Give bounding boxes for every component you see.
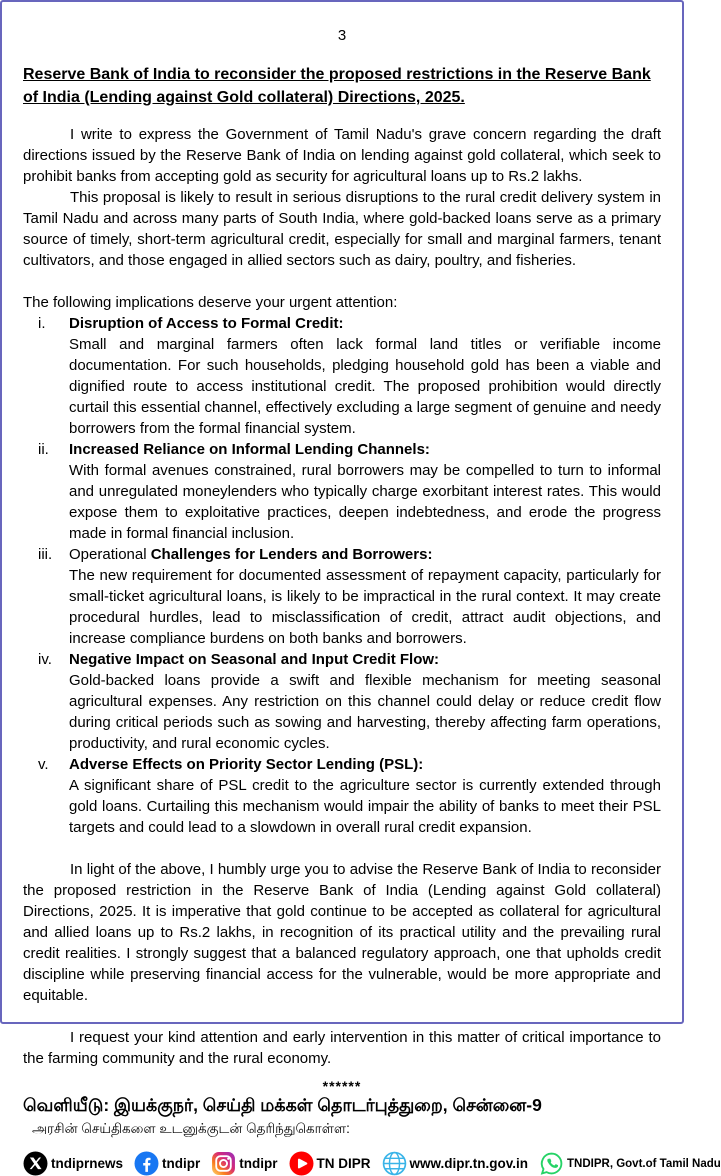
instagram-icon bbox=[211, 1151, 236, 1176]
list-item-marker: v. bbox=[38, 756, 49, 773]
paragraph-request: I request your kind attention and early intervention in this matter of critical importance to the farming community and the rural economy. bbox=[23, 1029, 661, 1067]
list-item-body: A significant share of PSL credit to the agriculture sector is currently extended through gold loans. Curtailing this mechanism would impair the ability of banks to meet their PSL targets and could lead to a slowdown in overall rural credit expansion. bbox=[69, 777, 661, 836]
paragraph-disruption: This proposal is likely to result in serious disruptions to the rural credit delivery system in Tamil Nadu and across many parts of South India, where gold-backed loans serve as a primary source of timely, short-term agricultural credit, especially for small and marginal farmers, tenant cultivators, and those engaged in allied sectors such as dairy, poultry, and fisheries. bbox=[23, 189, 661, 269]
social-item-whatsapp bbox=[539, 1151, 721, 1176]
document-title: Reserve Bank of India to reconsider the proposed restrictions in the Reserve Bank of India (Lending against Gold collateral) Directions, 2025. bbox=[23, 66, 651, 106]
whatsapp-icon bbox=[539, 1151, 564, 1176]
social-item-instagram bbox=[211, 1151, 277, 1176]
list-item-marker: iii. bbox=[38, 546, 53, 563]
social-handle: tndiprnews bbox=[51, 1156, 124, 1171]
list-item-title: Disruption of Access to Formal Credit: bbox=[69, 315, 344, 332]
globe-icon bbox=[382, 1151, 407, 1176]
list-item-body: Small and marginal farmers often lack formal land titles or verifiable income documentation. For such households, pledging household gold has been a viable and dignified route to access institutional credit. The proposed prohibition would directly curtail this essential channel, effectively excluding a large segment of genuine and needy borrowers from the formal financial system. bbox=[69, 336, 661, 437]
list-item-title: Adverse Effects on Priority Sector Lending (PSL): bbox=[69, 756, 424, 773]
implications-list bbox=[23, 313, 661, 838]
social-handle: tndipr bbox=[239, 1156, 278, 1171]
list-item bbox=[23, 754, 661, 838]
x-icon bbox=[23, 1151, 48, 1176]
social-media-row bbox=[23, 1151, 721, 1176]
release-line: வெளியீடு: இயக்குநர், செய்தி மக்கள் தொடர்புத்துறை, சென்னை-9 bbox=[23, 1095, 542, 1115]
separator-stars: ****** bbox=[322, 1078, 362, 1094]
youtube-icon bbox=[289, 1151, 314, 1176]
social-handle: TN DIPR bbox=[316, 1156, 371, 1171]
paragraph-concern: I write to express the Government of Tamil Nadu's grave concern regarding the draft directions issued by the Reserve Bank of India on lending against gold collateral, which seek to prohibit banks from accepting gold as security for agricultural loans up to Rs.2 lakhs. bbox=[23, 126, 661, 185]
list-item bbox=[23, 313, 661, 439]
list-item bbox=[23, 544, 661, 649]
list-item-marker: iv. bbox=[38, 651, 52, 668]
footer-tagline: அரசின் செய்திகளை உடனுக்குடன் தெரிந்துகொள்ள: bbox=[32, 1121, 350, 1136]
list-item-body: Gold-backed loans provide a swift and flexible mechanism for meeting seasonal agricultural expenses. Any restriction on this channel could delay or reduce credit flow during critical periods such as sowing and harvesting, thereby affecting farm operations, productivity, and rural economic cycles. bbox=[69, 672, 661, 752]
social-handle: tndipr bbox=[162, 1156, 201, 1171]
social-item-facebook bbox=[134, 1151, 200, 1176]
list-item-marker: i. bbox=[38, 315, 46, 332]
implications-intro: The following implications deserve your urgent attention: bbox=[23, 294, 398, 311]
list-item-body: The new requirement for documented assessment of repayment capacity, particularly for small-ticket agricultural loans, is likely to be impractical in the rural context. It may create procedural hurdles, lead to misclassification of credit, attract audit objections, and increase compliance burdens on both banks and borrowers. bbox=[69, 567, 661, 647]
footer bbox=[23, 1094, 721, 1176]
paragraph-urge: In light of the above, I humbly urge you to advise the Reserve Bank of India to reconsider the proposed restriction in the Reserve Bank of India (Lending against Gold collateral) Directions, 2025. It is imperative that gold continue to be accepted as collateral for agricultural and allied loans up to Rs.2 lakhs, in recognition of its practical utility and the prevailing rural credit realities. I strongly suggest that a balanced regulatory approach, one that upholds credit discipline while preserving financial access for the vulnerable, would be more appropriate and equitable. bbox=[23, 861, 661, 1004]
list-item-title: Operational Challenges for Lenders and Borrowers: bbox=[69, 546, 433, 563]
website-url: www.dipr.tn.gov.in bbox=[409, 1156, 529, 1171]
page-number: 3 bbox=[337, 27, 347, 44]
social-handle: TNDIPR, Govt.of Tamil Nadu bbox=[567, 1157, 721, 1170]
list-item-body: With formal avenues constrained, rural borrowers may be compelled to turn to informal and unregulated moneylenders who typically charge exorbitant interest rates. This would expose them to exploitative practices, deepen indebtedness, and erode the progress made in formal financial inclusion. bbox=[69, 462, 661, 542]
social-item-website bbox=[382, 1151, 529, 1176]
list-item bbox=[23, 649, 661, 754]
list-item-title: Negative Impact on Seasonal and Input Credit Flow: bbox=[69, 651, 440, 668]
list-item bbox=[23, 439, 661, 544]
social-item-x bbox=[23, 1151, 123, 1176]
list-item-title: Increased Reliance on Informal Lending Channels: bbox=[69, 441, 430, 458]
list-item-marker: ii. bbox=[38, 441, 49, 458]
social-item-youtube bbox=[289, 1151, 371, 1176]
facebook-icon bbox=[134, 1151, 159, 1176]
